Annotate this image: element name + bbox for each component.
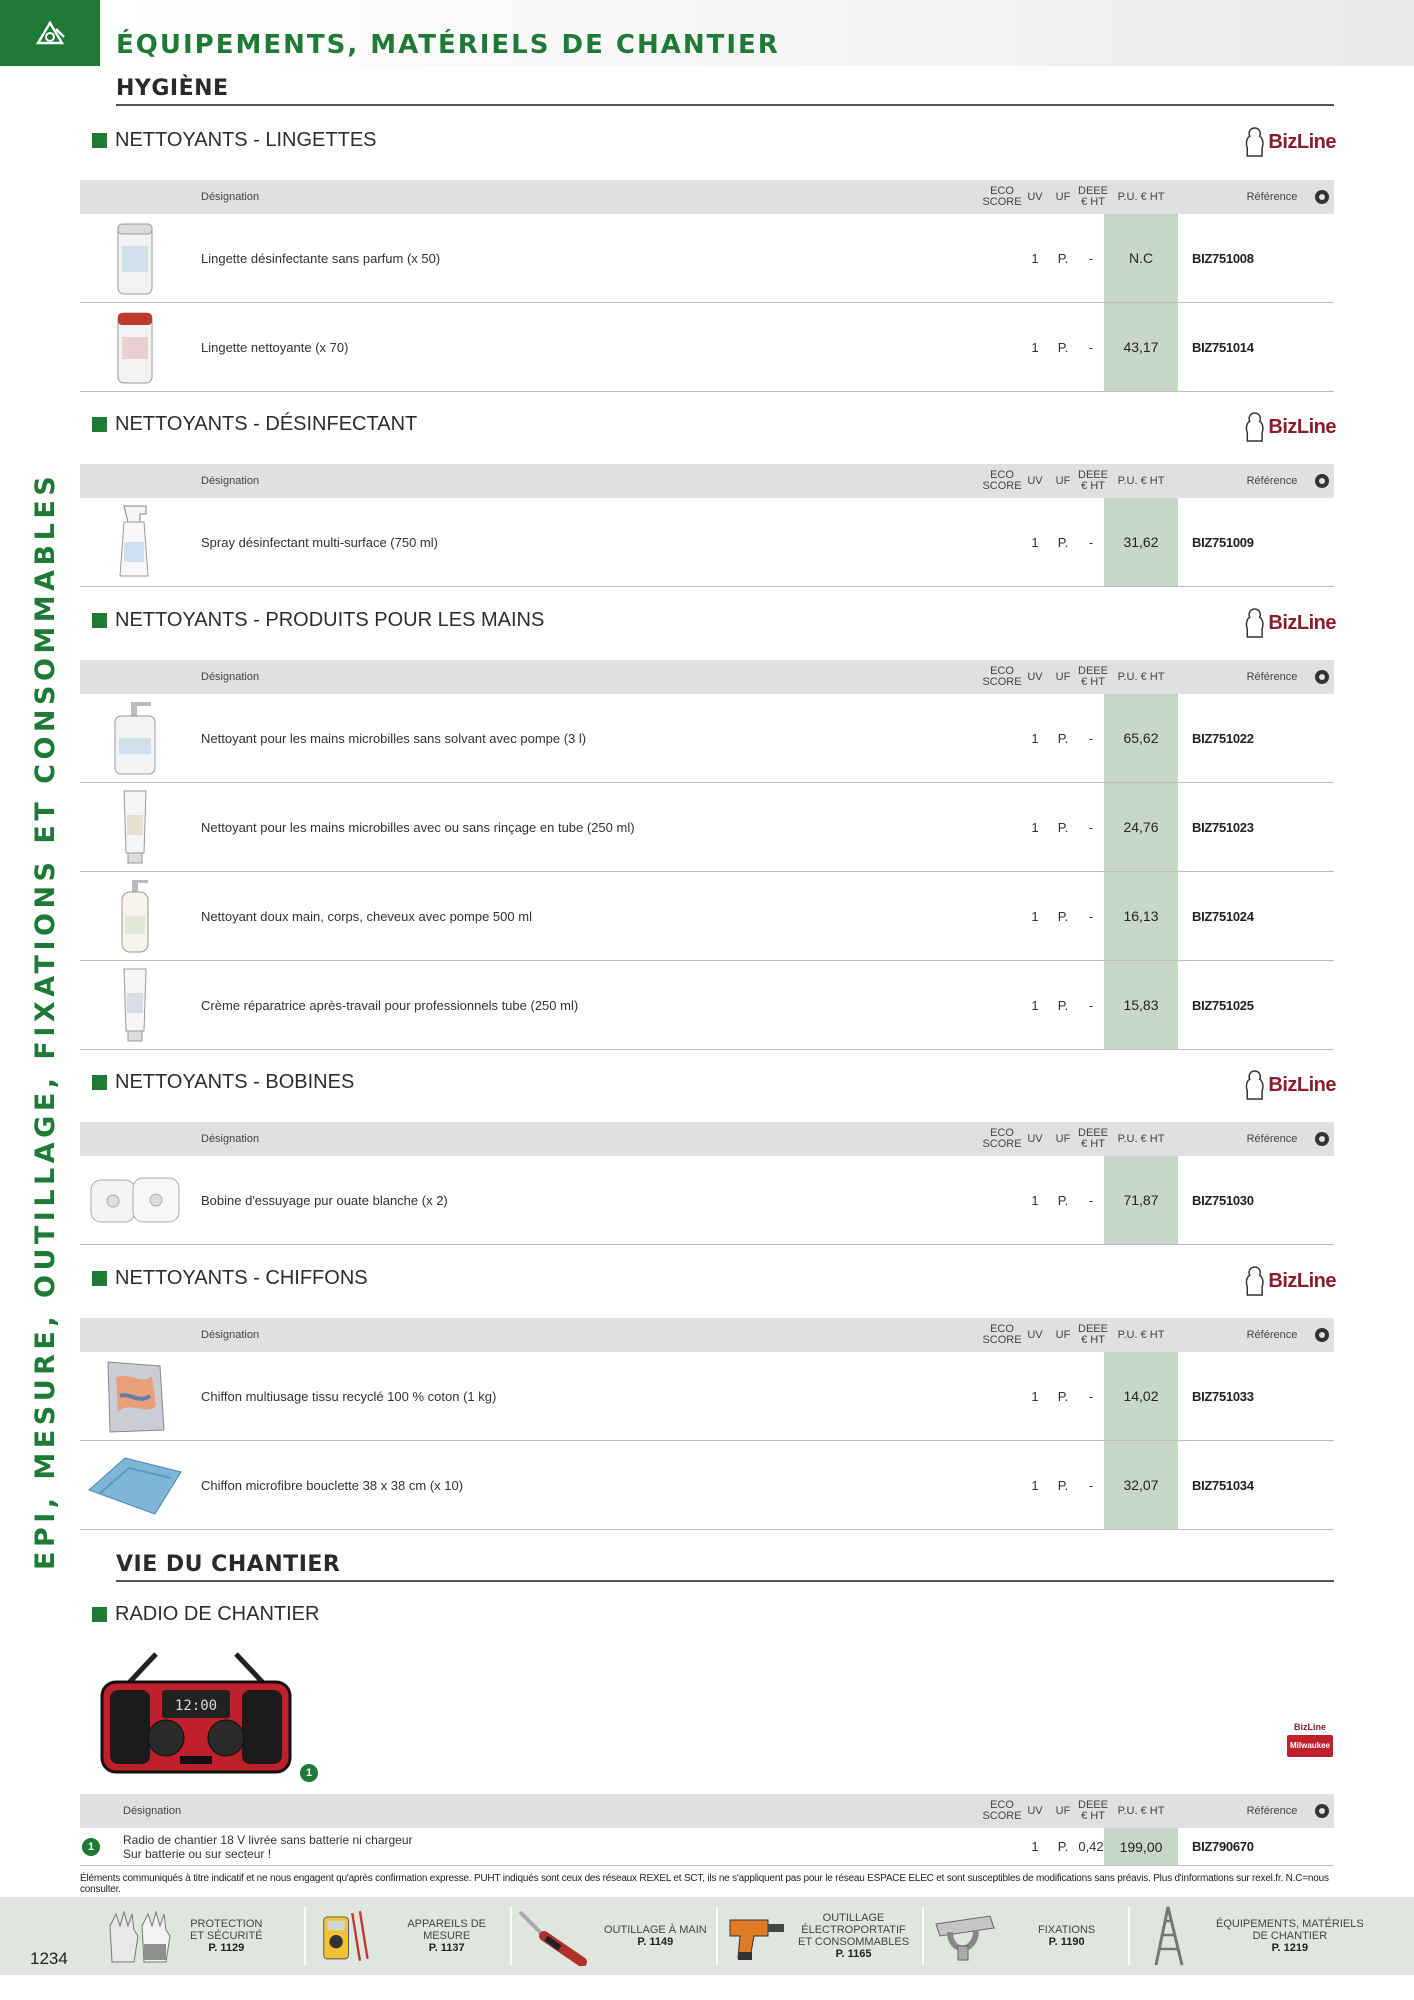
- bizline-mascot-icon: [1244, 1261, 1265, 1301]
- header-uv: UV: [1027, 670, 1043, 683]
- product-price: N.C: [1128, 250, 1154, 266]
- category-square-icon: [92, 417, 107, 432]
- product-price: 24,76: [1123, 819, 1159, 835]
- bizline-mascot-icon: [1244, 122, 1265, 162]
- product-table-chiffons: [80, 1318, 1334, 1530]
- section-title-hygiene: HYGIÈNE: [116, 76, 229, 101]
- category-title-chiffons: [92, 1265, 368, 1291]
- product-uf: P.: [1057, 1192, 1069, 1208]
- header-deee-label: DEEE: [1078, 1323, 1108, 1335]
- footer-line: FIXATIONS: [1038, 1924, 1096, 1936]
- product-reference[interactable]: BIZ751025: [1192, 997, 1254, 1013]
- footer-page: P. 1219: [1271, 1942, 1309, 1954]
- product-price: 43,17: [1123, 339, 1159, 355]
- bizline-logo: [1244, 601, 1336, 645]
- product-uv: 1: [1031, 339, 1039, 355]
- header-uf: UF: [1055, 474, 1071, 487]
- product-reference[interactable]: BIZ751009: [1192, 534, 1254, 550]
- table-header: [80, 1794, 1334, 1828]
- header-uf: UF: [1055, 190, 1071, 203]
- header-settings: [1312, 464, 1332, 498]
- fixation-clamp-icon: [930, 1906, 1000, 1966]
- product-uv: 1: [1031, 997, 1039, 1013]
- footer-line: DE CHANTIER: [1252, 1930, 1328, 1942]
- product-uv: 1: [1031, 1839, 1039, 1854]
- radio-image-badge: [300, 1763, 318, 1782]
- page-number: 1234: [30, 1949, 68, 1968]
- footer-page: P. 1149: [637, 1936, 674, 1948]
- table-row: [80, 1441, 1334, 1530]
- product-thumb: [80, 872, 190, 960]
- product-designation: Bobine d'essuyage pur ouate blanche (x 2): [201, 1192, 448, 1208]
- product-reference[interactable]: BIZ751033: [1192, 1388, 1254, 1404]
- header-reference: Référence: [1246, 1804, 1298, 1817]
- product-price: 14,02: [1123, 1388, 1159, 1404]
- product-uv: 1: [1031, 250, 1039, 266]
- header-score: SCORE: [982, 1810, 1022, 1822]
- microfiber-cloth-icon: [85, 1450, 185, 1520]
- header-uf: UF: [1055, 1804, 1071, 1817]
- section-rule: [116, 104, 1334, 106]
- page-title: ÉQUIPEMENTS, MATÉRIELS DE CHANTIER: [116, 30, 780, 60]
- header-uv: UV: [1027, 190, 1043, 203]
- bizline-logo: [1244, 1259, 1336, 1303]
- product-designation: Chiffon microfibre bouclette 38 x 38 cm (x 10): [201, 1477, 464, 1493]
- table-row: [80, 303, 1334, 392]
- header-designation: Désignation: [201, 1132, 260, 1145]
- footer-line: OUTILLAGE: [822, 1912, 885, 1924]
- header-settings: [1312, 1122, 1332, 1156]
- screwdriver-icon: [516, 1906, 592, 1966]
- product-uv: 1: [1031, 534, 1039, 550]
- row-number: [82, 1828, 100, 1865]
- category-square-icon: [92, 1607, 107, 1622]
- bizline-text: BizLine: [1268, 415, 1336, 438]
- gear-icon: [1315, 474, 1329, 488]
- product-designation: Chiffon multiusage tissu recyclé 100 % coton (1 kg): [201, 1388, 497, 1404]
- header-uf: UF: [1055, 1132, 1071, 1145]
- tube-icon: [110, 965, 160, 1045]
- table-header: [80, 660, 1334, 694]
- header-score: SCORE: [982, 1138, 1022, 1150]
- header-eco-score: [982, 180, 1022, 214]
- product-designation: Crème réparatrice après-travail pour professionnels tube (250 ml): [201, 997, 579, 1013]
- product-thumb: [80, 1441, 190, 1529]
- footer-label: [190, 1918, 263, 1954]
- product-deee: -: [1088, 819, 1094, 835]
- header-eco: ECO: [990, 1127, 1014, 1139]
- radio-display-text: 12:00: [174, 1698, 218, 1714]
- product-uf: P.: [1057, 908, 1069, 924]
- product-table-lingettes: [80, 180, 1334, 392]
- header-eur-ht: € HT: [1081, 1138, 1105, 1150]
- product-thumb: [80, 214, 190, 302]
- table-row: [80, 872, 1334, 961]
- category-title-lingettes: [92, 127, 377, 153]
- header-eco-score: [982, 1794, 1022, 1828]
- product-thumb: [80, 498, 190, 586]
- footer-line: ET SÉCURITÉ: [190, 1930, 263, 1942]
- product-reference[interactable]: BIZ751022: [1192, 730, 1254, 746]
- product-price: 15,83: [1123, 997, 1159, 1013]
- footer-label: [604, 1924, 707, 1948]
- footer-link-fixations[interactable]: [930, 1897, 1126, 1975]
- header-eco: ECO: [990, 1323, 1014, 1335]
- bizline-logo: [1244, 1063, 1336, 1107]
- gear-icon: [1315, 1328, 1329, 1342]
- product-price: 31,62: [1123, 534, 1159, 550]
- category-label: RADIO DE CHANTIER: [115, 1602, 320, 1625]
- table-row: [80, 961, 1334, 1050]
- footer-separator: [922, 1907, 924, 1965]
- product-designation: Lingette nettoyante (x 70): [201, 339, 349, 355]
- header-uv: UV: [1027, 474, 1043, 487]
- milwaukee-logo: Milwaukee: [1287, 1735, 1333, 1757]
- header-pu: P.U. € HT: [1117, 1328, 1165, 1341]
- header-reference: Référence: [1246, 474, 1298, 487]
- footer-page: P. 1165: [835, 1948, 872, 1960]
- designation-line-2: Sur batterie ou sur secteur !: [123, 1846, 272, 1861]
- tube-icon: [110, 787, 160, 867]
- table-header: [80, 1318, 1334, 1352]
- product-thumb: [80, 961, 190, 1049]
- product-uv: 1: [1031, 1388, 1039, 1404]
- header-eco-score: [982, 660, 1022, 694]
- header-deee-label: DEEE: [1078, 469, 1108, 481]
- header-designation: Désignation: [201, 190, 260, 203]
- pump-bottle-icon: [105, 698, 165, 778]
- header-eco-score: [982, 1318, 1022, 1352]
- table-row: [80, 1352, 1334, 1441]
- bizline-text: BizLine: [1268, 130, 1336, 153]
- footer-link-equipements[interactable]: [1146, 1897, 1376, 1975]
- product-uf: P.: [1057, 1388, 1069, 1404]
- gear-icon: [1315, 1132, 1329, 1146]
- product-deee: -: [1088, 908, 1094, 924]
- bizline-mascot-icon: [1244, 1065, 1265, 1105]
- product-deee: -: [1088, 1192, 1094, 1208]
- header-reference: Référence: [1246, 190, 1298, 203]
- footer-separator: [1128, 1907, 1130, 1965]
- header-score: SCORE: [982, 676, 1022, 688]
- product-thumb: [80, 783, 190, 871]
- header-pu: P.U. € HT: [1117, 1132, 1165, 1145]
- table-row: [80, 694, 1334, 783]
- footer-line: PROTECTION: [190, 1918, 263, 1930]
- header-pu: P.U. € HT: [1117, 190, 1165, 203]
- footer-separator: [716, 1907, 718, 1965]
- product-designation: Nettoyant pour les mains microbilles avec ou sans rinçage en tube (250 ml): [201, 819, 635, 835]
- footer-line: APPAREILS DE MESURE: [407, 1918, 486, 1942]
- product-deee: -: [1088, 534, 1094, 550]
- header-reference: Référence: [1246, 1132, 1298, 1145]
- product-table-radio: [80, 1794, 1334, 1866]
- bizline-mascot-icon: [1244, 407, 1265, 447]
- gear-icon: [1315, 670, 1329, 684]
- footer-nav: [0, 1897, 1414, 1975]
- category-label: NETTOYANTS - BOBINES: [115, 1070, 355, 1093]
- product-table-bobines: [80, 1122, 1334, 1245]
- product-price: 199,00: [1104, 1828, 1178, 1865]
- table-row: [80, 1828, 1334, 1866]
- header-settings: [1312, 1794, 1332, 1828]
- product-uv: 1: [1031, 1477, 1039, 1493]
- header-deee-label: DEEE: [1078, 665, 1108, 677]
- product-reference[interactable]: BIZ751023: [1192, 819, 1254, 835]
- header-reference: Référence: [1246, 670, 1298, 683]
- header-score: SCORE: [982, 196, 1022, 208]
- header-designation: Désignation: [201, 474, 260, 487]
- jobsite-radio-icon: [96, 1646, 296, 1778]
- footer-page: P. 1129: [208, 1942, 245, 1954]
- product-deee: -: [1088, 997, 1094, 1013]
- category-label: NETTOYANTS - LINGETTES: [115, 128, 377, 151]
- category-square-icon: [92, 1271, 107, 1286]
- header-eco: ECO: [990, 185, 1014, 197]
- header-settings: [1312, 660, 1332, 694]
- product-price: 71,87: [1123, 1192, 1159, 1208]
- item-number-badge: 1: [300, 1764, 318, 1782]
- designation-line-1: Radio de chantier 18 V livrée sans batterie ni chargeur: [123, 1832, 413, 1847]
- product-price: 32,07: [1123, 1477, 1159, 1493]
- category-label: NETTOYANTS - PRODUITS POUR LES MAINS: [115, 608, 545, 631]
- product-designation: Nettoyant pour les mains microbilles sans solvant avec pompe (3 l): [201, 730, 587, 746]
- category-label: NETTOYANTS - DÉSINFECTANT: [115, 412, 418, 435]
- product-deee: -: [1088, 730, 1094, 746]
- section-rule: [116, 1580, 1334, 1582]
- product-reference[interactable]: BIZ790670: [1192, 1839, 1254, 1854]
- header-uf: UF: [1055, 1328, 1071, 1341]
- product-reference[interactable]: BIZ751014: [1192, 339, 1254, 355]
- bizline-logo: [1244, 405, 1336, 449]
- multimeter-icon: [318, 1906, 371, 1966]
- header-settings: [1312, 180, 1332, 214]
- product-deee: 0,42: [1078, 1839, 1104, 1854]
- header-pu: P.U. € HT: [1117, 1804, 1165, 1817]
- table-row: [80, 783, 1334, 872]
- category-label: NETTOYANTS - CHIFFONS: [115, 1266, 368, 1289]
- product-reference[interactable]: BIZ751034: [1192, 1477, 1254, 1493]
- header-pu: P.U. € HT: [1117, 670, 1165, 683]
- footer-link-outillage-main[interactable]: [516, 1897, 714, 1975]
- header-eur-ht: € HT: [1081, 676, 1105, 688]
- table-header: [80, 464, 1334, 498]
- footer-link-mesure[interactable]: [318, 1897, 508, 1975]
- footer-label: [1216, 1918, 1364, 1954]
- ladder-icon: [1146, 1903, 1192, 1969]
- paper-rolls-icon: [87, 1170, 183, 1230]
- header-reference: Référence: [1246, 1328, 1298, 1341]
- wipes-canister-icon: [110, 218, 160, 298]
- product-designation: Spray désinfectant multi-surface (750 ml): [201, 534, 438, 550]
- spray-bottle-icon: [110, 502, 160, 582]
- product-uf: P.: [1057, 1839, 1069, 1854]
- header-eco: ECO: [990, 665, 1014, 677]
- product-uf: P.: [1057, 250, 1069, 266]
- product-deee: -: [1088, 1477, 1094, 1493]
- header-uv: UV: [1027, 1132, 1043, 1145]
- product-uf: P.: [1057, 534, 1069, 550]
- header-eco: ECO: [990, 1799, 1014, 1811]
- product-table-mains: [80, 660, 1334, 1050]
- header-eco: ECO: [990, 469, 1014, 481]
- footer-line: ET CONSOMMABLES: [798, 1936, 910, 1948]
- gear-icon: [1315, 1804, 1329, 1818]
- bizline-text: BizLine: [1268, 1073, 1336, 1096]
- category-icon-box: [0, 0, 100, 66]
- header-uv: UV: [1027, 1804, 1043, 1817]
- product-uf: P.: [1057, 1477, 1069, 1493]
- product-uv: 1: [1031, 908, 1039, 924]
- product-uv: 1: [1031, 1192, 1039, 1208]
- radio-brand-logos: [1286, 1722, 1334, 1762]
- product-designation: Lingette désinfectante sans parfum (x 50): [201, 250, 441, 266]
- product-reference[interactable]: BIZ751008: [1192, 250, 1254, 266]
- bizline-text: BizLine: [1268, 1269, 1336, 1292]
- product-reference[interactable]: BIZ751030: [1192, 1192, 1254, 1208]
- product-thumb: [80, 694, 190, 782]
- gloves-icon: [104, 1906, 178, 1966]
- product-reference[interactable]: BIZ751024: [1192, 908, 1254, 924]
- category-title-mains: [92, 607, 544, 633]
- footer-separator: [510, 1907, 512, 1965]
- table-row: [80, 214, 1334, 303]
- footnote-disclaimer: Éléments communiqués à titre indicatif et ne nous engagent qu'après confirmation expresse. PUHT indiqués sont ceux des réseaux REXEL et SCT, ils ne s'appliquent pas pour le réseau ESPACE ELEC et sont susceptibles de modifications sans préavis. Plus d'informations sur rexel.fr. N.C=nous consulter.: [80, 1873, 1329, 1895]
- category-title-radio: [92, 1601, 319, 1627]
- header-eco-score: [982, 464, 1022, 498]
- table-row: [80, 1156, 1334, 1245]
- product-uv: 1: [1031, 819, 1039, 835]
- footer-label: [385, 1918, 508, 1954]
- product-uv: 1: [1031, 730, 1039, 746]
- header-designation: Désignation: [201, 1328, 260, 1341]
- table-header: [80, 1122, 1334, 1156]
- side-chapter-title: EPI, MESURE, OUTILLAGE, FIXATIONS ET CONSOMMABLES: [30, 471, 61, 1570]
- header-eur-ht: € HT: [1081, 196, 1105, 208]
- product-price: 16,13: [1123, 908, 1159, 924]
- product-thumb: [80, 1352, 190, 1440]
- product-thumb: [80, 1156, 190, 1244]
- footer-line: ÉQUIPEMENTS, MATÉRIELS: [1216, 1918, 1364, 1930]
- product-thumb: [80, 303, 190, 391]
- product-uf: P.: [1057, 997, 1069, 1013]
- category-square-icon: [92, 1075, 107, 1090]
- table-header: [80, 180, 1334, 214]
- pump-bottle-small-icon: [110, 876, 160, 956]
- product-table-desinfectant: [80, 464, 1334, 587]
- header-uv: UV: [1027, 1328, 1043, 1341]
- product-deee: -: [1088, 339, 1094, 355]
- bizline-text: BizLine: [1268, 611, 1336, 634]
- footer-line: OUTILLAGE À MAIN: [604, 1924, 707, 1936]
- product-uf: P.: [1057, 730, 1069, 746]
- header-eur-ht: € HT: [1081, 1334, 1105, 1346]
- product-price: 65,62: [1123, 730, 1159, 746]
- header-deee-label: DEEE: [1078, 1799, 1108, 1811]
- product-uf: P.: [1057, 339, 1069, 355]
- bizline-logo: [1244, 120, 1336, 164]
- bizline-mascot-icon: [1244, 603, 1265, 643]
- footer-page: P. 1137: [428, 1942, 465, 1954]
- header-uf: UF: [1055, 670, 1071, 683]
- footer-label: [1038, 1924, 1095, 1948]
- footer-page: P. 1190: [1048, 1936, 1085, 1948]
- header-eur-ht: € HT: [1081, 480, 1105, 492]
- header-designation: Désignation: [123, 1804, 182, 1817]
- header-deee-label: DEEE: [1078, 185, 1108, 197]
- wipes-canister-red-icon: [110, 307, 160, 387]
- product-deee: -: [1088, 1388, 1094, 1404]
- rag-bag-icon: [100, 1356, 170, 1436]
- table-row: [80, 498, 1334, 587]
- header-pu: P.U. € HT: [1117, 474, 1165, 487]
- header-settings: [1312, 1318, 1332, 1352]
- header-designation: Désignation: [201, 670, 260, 683]
- header-eur-ht: € HT: [1081, 1810, 1105, 1822]
- section-title-vie-du-chantier: VIE DU CHANTIER: [116, 1552, 341, 1577]
- product-deee: -: [1088, 250, 1094, 266]
- header-score: SCORE: [982, 1334, 1022, 1346]
- footer-line: ÉLECTROPORTATIF: [801, 1924, 906, 1936]
- header-score: SCORE: [982, 480, 1022, 492]
- product-designation: [123, 1828, 413, 1865]
- header-eco-score: [982, 1122, 1022, 1156]
- header-deee-label: DEEE: [1078, 1127, 1108, 1139]
- category-title-desinfectant: [92, 411, 417, 437]
- footer-link-electroportatif[interactable]: [724, 1897, 920, 1975]
- footer-separator: [304, 1907, 306, 1965]
- drill-icon: [724, 1906, 788, 1966]
- bizline-small-text: BizLine: [1293, 1722, 1326, 1732]
- footer-label: [798, 1912, 909, 1960]
- product-designation: Nettoyant doux main, corps, cheveux avec pompe 500 ml: [201, 908, 532, 924]
- site-equipment-icon: [30, 13, 70, 53]
- category-title-bobines: [92, 1069, 354, 1095]
- footer-link-protection[interactable]: [104, 1897, 300, 1975]
- item-number-badge: 1: [82, 1838, 100, 1856]
- product-uf: P.: [1057, 819, 1069, 835]
- radio-product-image: [96, 1646, 296, 1778]
- category-square-icon: [92, 133, 107, 148]
- gear-icon: [1315, 190, 1329, 204]
- category-square-icon: [92, 613, 107, 628]
